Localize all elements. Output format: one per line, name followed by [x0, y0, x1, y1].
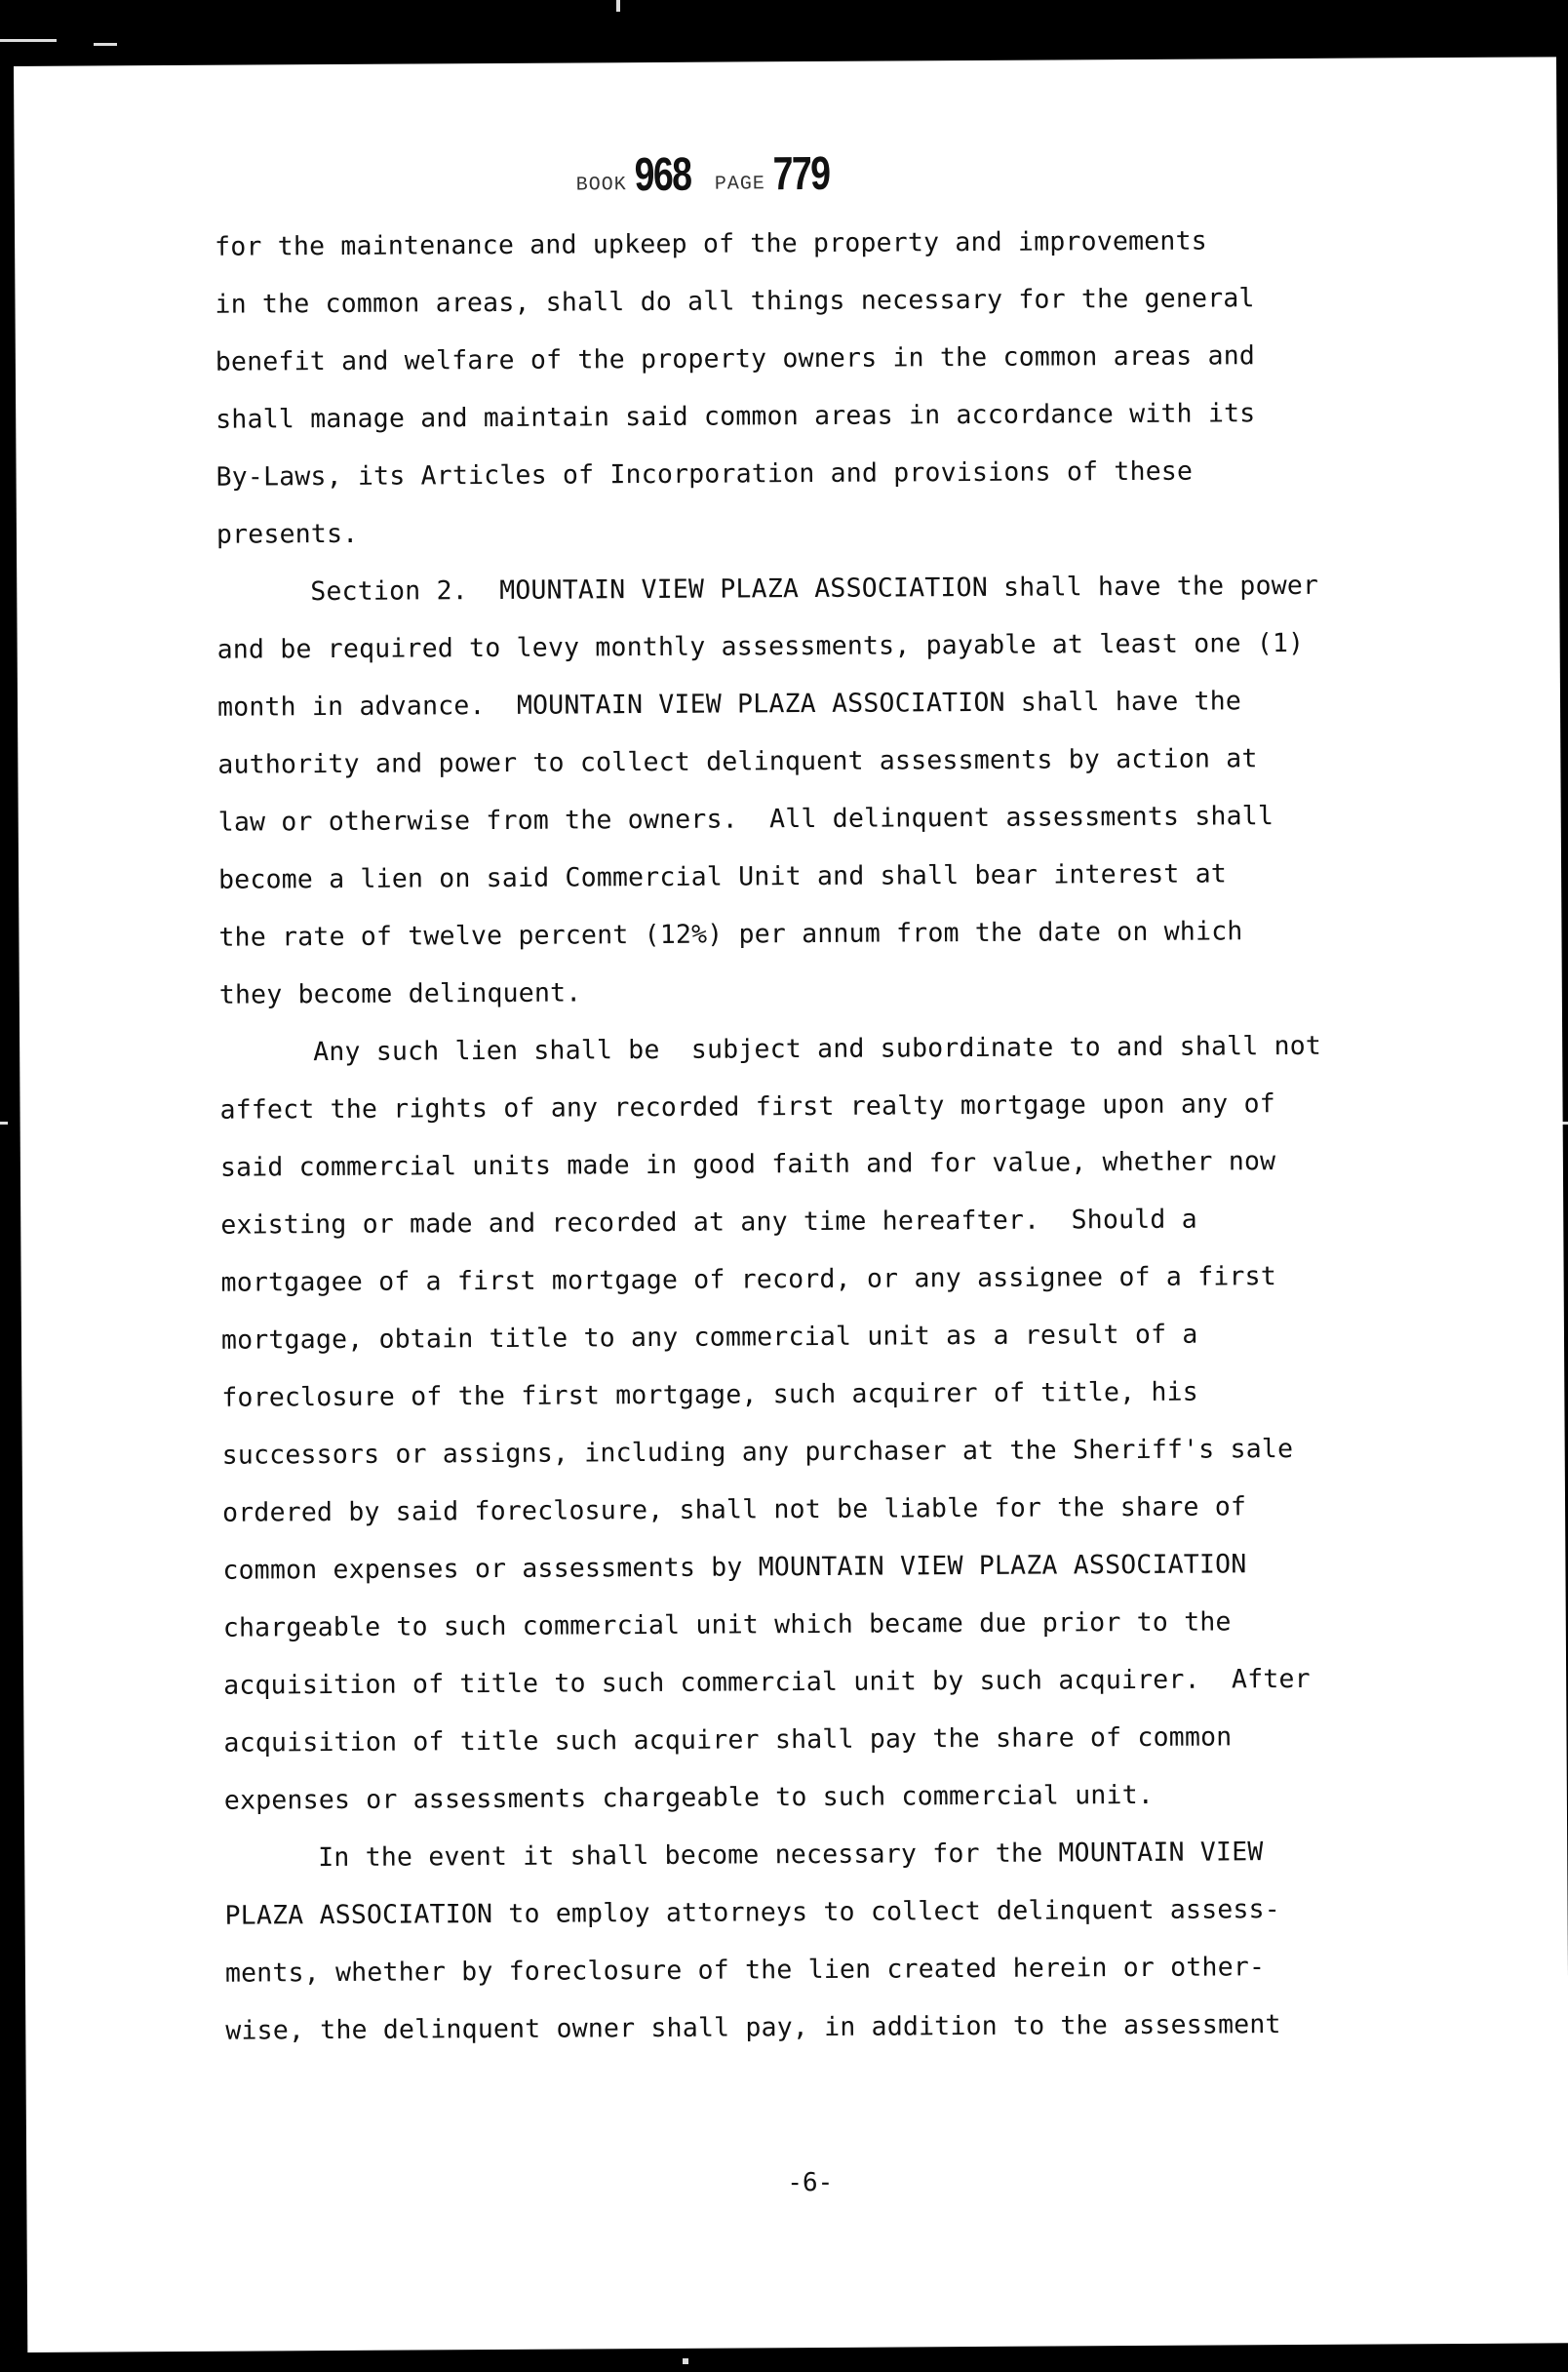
- text-line: affect the rights of any recorded first realty mortgage upon any of: [219, 1088, 1275, 1126]
- text-line: said commercial units made in good faith and for value, whether now: [219, 1146, 1276, 1183]
- text-line: for the maintenance and upkeep of the property and improvements: [215, 225, 1207, 262]
- text-line: successors or assigns, including any purchaser at the Sheriff's sale: [221, 1434, 1294, 1471]
- text-line: law or otherwise from the owners. All delinquent assessments shall: [217, 801, 1274, 838]
- scan-artifact: [683, 2358, 688, 2364]
- text-line: ments, whether by foreclosure of the lien created herein or other-: [224, 1952, 1266, 1989]
- text-line: shall manage and maintain said common areas in accordance with its: [216, 398, 1256, 435]
- text-line: acquisition of title to such commercial unit by such acquirer. After: [223, 1663, 1311, 1701]
- text-line: presents.: [216, 518, 359, 550]
- text-line: Any such lien shall be subject and subordinate to and shall not: [313, 1030, 1322, 1068]
- text-line: month in advance. MOUNTAIN VIEW PLAZA ASSOCIATION shall have the: [216, 686, 1242, 723]
- book-page-reference: [576, 147, 846, 203]
- document-body: [215, 211, 1465, 2060]
- text-line: benefit and welfare of the property owners in the common areas and: [215, 340, 1256, 377]
- text-line: mortgage, obtain title to any commercial unit as a result of a: [220, 1319, 1198, 1356]
- page-footer-number: -6-: [787, 2167, 834, 2198]
- recorded-page-number: 779: [772, 147, 830, 201]
- text-line: wise, the delinquent owner shall pay, in addition to the assessment: [225, 2009, 1281, 2046]
- text-line: By-Laws, its Articles of Incorporation and provisions of these: [216, 455, 1194, 493]
- text-line: PLAZA ASSOCIATION to employ attorneys to collect delinquent assess-: [224, 1894, 1281, 1931]
- text-line: become a lien on said Commercial Unit and shall bear interest at: [218, 858, 1228, 895]
- scan-artifact: [0, 39, 57, 42]
- text-line: existing or made and recorded at any time hereafter. Should a: [220, 1204, 1197, 1241]
- text-line: mortgagee of a first mortgage of record, or any assignee of a first: [220, 1261, 1277, 1298]
- text-line: the rate of twelve percent (12%) per annum from the date on which: [218, 916, 1243, 953]
- text-line: and be required to levy monthly assessments, payable at least one (1): [216, 627, 1305, 665]
- text-line: authority and power to collect delinquent assessments by action at: [217, 743, 1258, 780]
- document-page: [14, 57, 1568, 2352]
- text-line: common expenses or assessments by MOUNTAIN VIEW PLAZA ASSOCIATION: [222, 1549, 1247, 1586]
- text-line: chargeable to such commercial unit which became due prior to the: [222, 1606, 1232, 1643]
- text-line: ordered by said foreclosure, shall not be liable for the share of: [221, 1491, 1247, 1528]
- scan-artifact: [616, 0, 620, 12]
- text-line: in the common areas, shall do all things necessary for the general: [215, 283, 1255, 320]
- text-line: foreclosure of the first mortgage, such acquirer of title, his: [221, 1376, 1198, 1413]
- book-label: BOOK: [575, 174, 627, 197]
- text-line: Section 2. MOUNTAIN VIEW PLAZA ASSOCIATION shall have the power: [310, 570, 1319, 608]
- scan-artifact: [0, 1122, 8, 1125]
- scan-artifact: [94, 43, 117, 46]
- text-line: expenses or assessments chargeable to such commercial unit.: [223, 1779, 1155, 1816]
- text-line: In the event it shall become necessary for the MOUNTAIN VIEW: [318, 1837, 1264, 1874]
- book-number: 968: [634, 148, 691, 202]
- text-line: acquisition of title such acquirer shall pay the share of common: [223, 1721, 1233, 1759]
- page-label: PAGE: [714, 173, 765, 196]
- text-line: they become delinquent.: [218, 977, 582, 1010]
